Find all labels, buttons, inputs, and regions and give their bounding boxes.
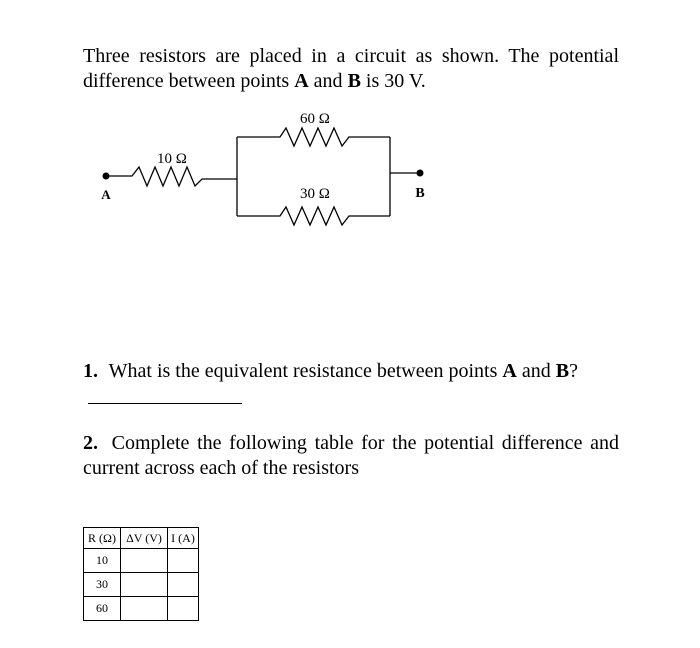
cell-resistance: 60 <box>84 597 121 621</box>
question-2-text: Complete the following table for the potential difference and current across each of the resistors <box>83 432 619 479</box>
cell-potential-difference[interactable] <box>121 573 168 597</box>
table-row <box>84 597 199 621</box>
table-header-row <box>84 528 199 549</box>
question-2 <box>83 431 619 481</box>
terminal-b-dot <box>417 170 424 177</box>
cell-resistance: 30 <box>84 573 121 597</box>
resistor-10-label: 10 Ω <box>157 151 187 167</box>
question-1-text-end: ? <box>569 360 578 382</box>
intro-text-end: is 30 V. <box>360 70 426 92</box>
question-2-number: 2. <box>83 432 98 454</box>
question-1-point-b: B <box>555 360 570 382</box>
terminal-b-label: B <box>415 186 425 201</box>
table-row <box>84 573 199 597</box>
question-1-number: 1. <box>83 360 98 382</box>
table-row <box>84 549 199 573</box>
question-1-text-and: and <box>516 360 556 382</box>
cell-resistance: 10 <box>84 549 121 573</box>
header-potential-difference: ΔV (V) <box>121 528 168 549</box>
resistor-10-ohm <box>106 167 237 186</box>
terminal-a-label: A <box>101 187 111 202</box>
intro-text-start: Three resistors are placed in a circuit as shown. The potential difference between points <box>83 45 619 92</box>
resistor-30-ohm <box>237 207 390 225</box>
intro-text-and: and <box>308 70 348 92</box>
cell-potential-difference[interactable] <box>121 549 168 573</box>
header-resistance: R (Ω) <box>84 528 121 549</box>
header-current: I (A) <box>168 528 199 549</box>
resistor-60-label: 60 Ω <box>300 111 330 127</box>
terminal-a-dot <box>103 173 110 180</box>
resistor-30-label: 30 Ω <box>300 186 330 202</box>
answer-blank-line[interactable] <box>88 403 242 404</box>
point-b-label: B <box>347 70 361 92</box>
resistor-table <box>83 527 199 621</box>
cell-current[interactable] <box>168 549 199 573</box>
cell-current[interactable] <box>168 573 199 597</box>
resistor-60-ohm <box>237 128 390 146</box>
cell-current[interactable] <box>168 597 199 621</box>
question-1 <box>83 359 643 384</box>
question-1-point-a: A <box>502 360 517 382</box>
question-1-text-start: What is the equivalent resistance between points <box>108 360 503 382</box>
point-a-label: A <box>294 70 309 92</box>
cell-potential-difference[interactable] <box>121 597 168 621</box>
